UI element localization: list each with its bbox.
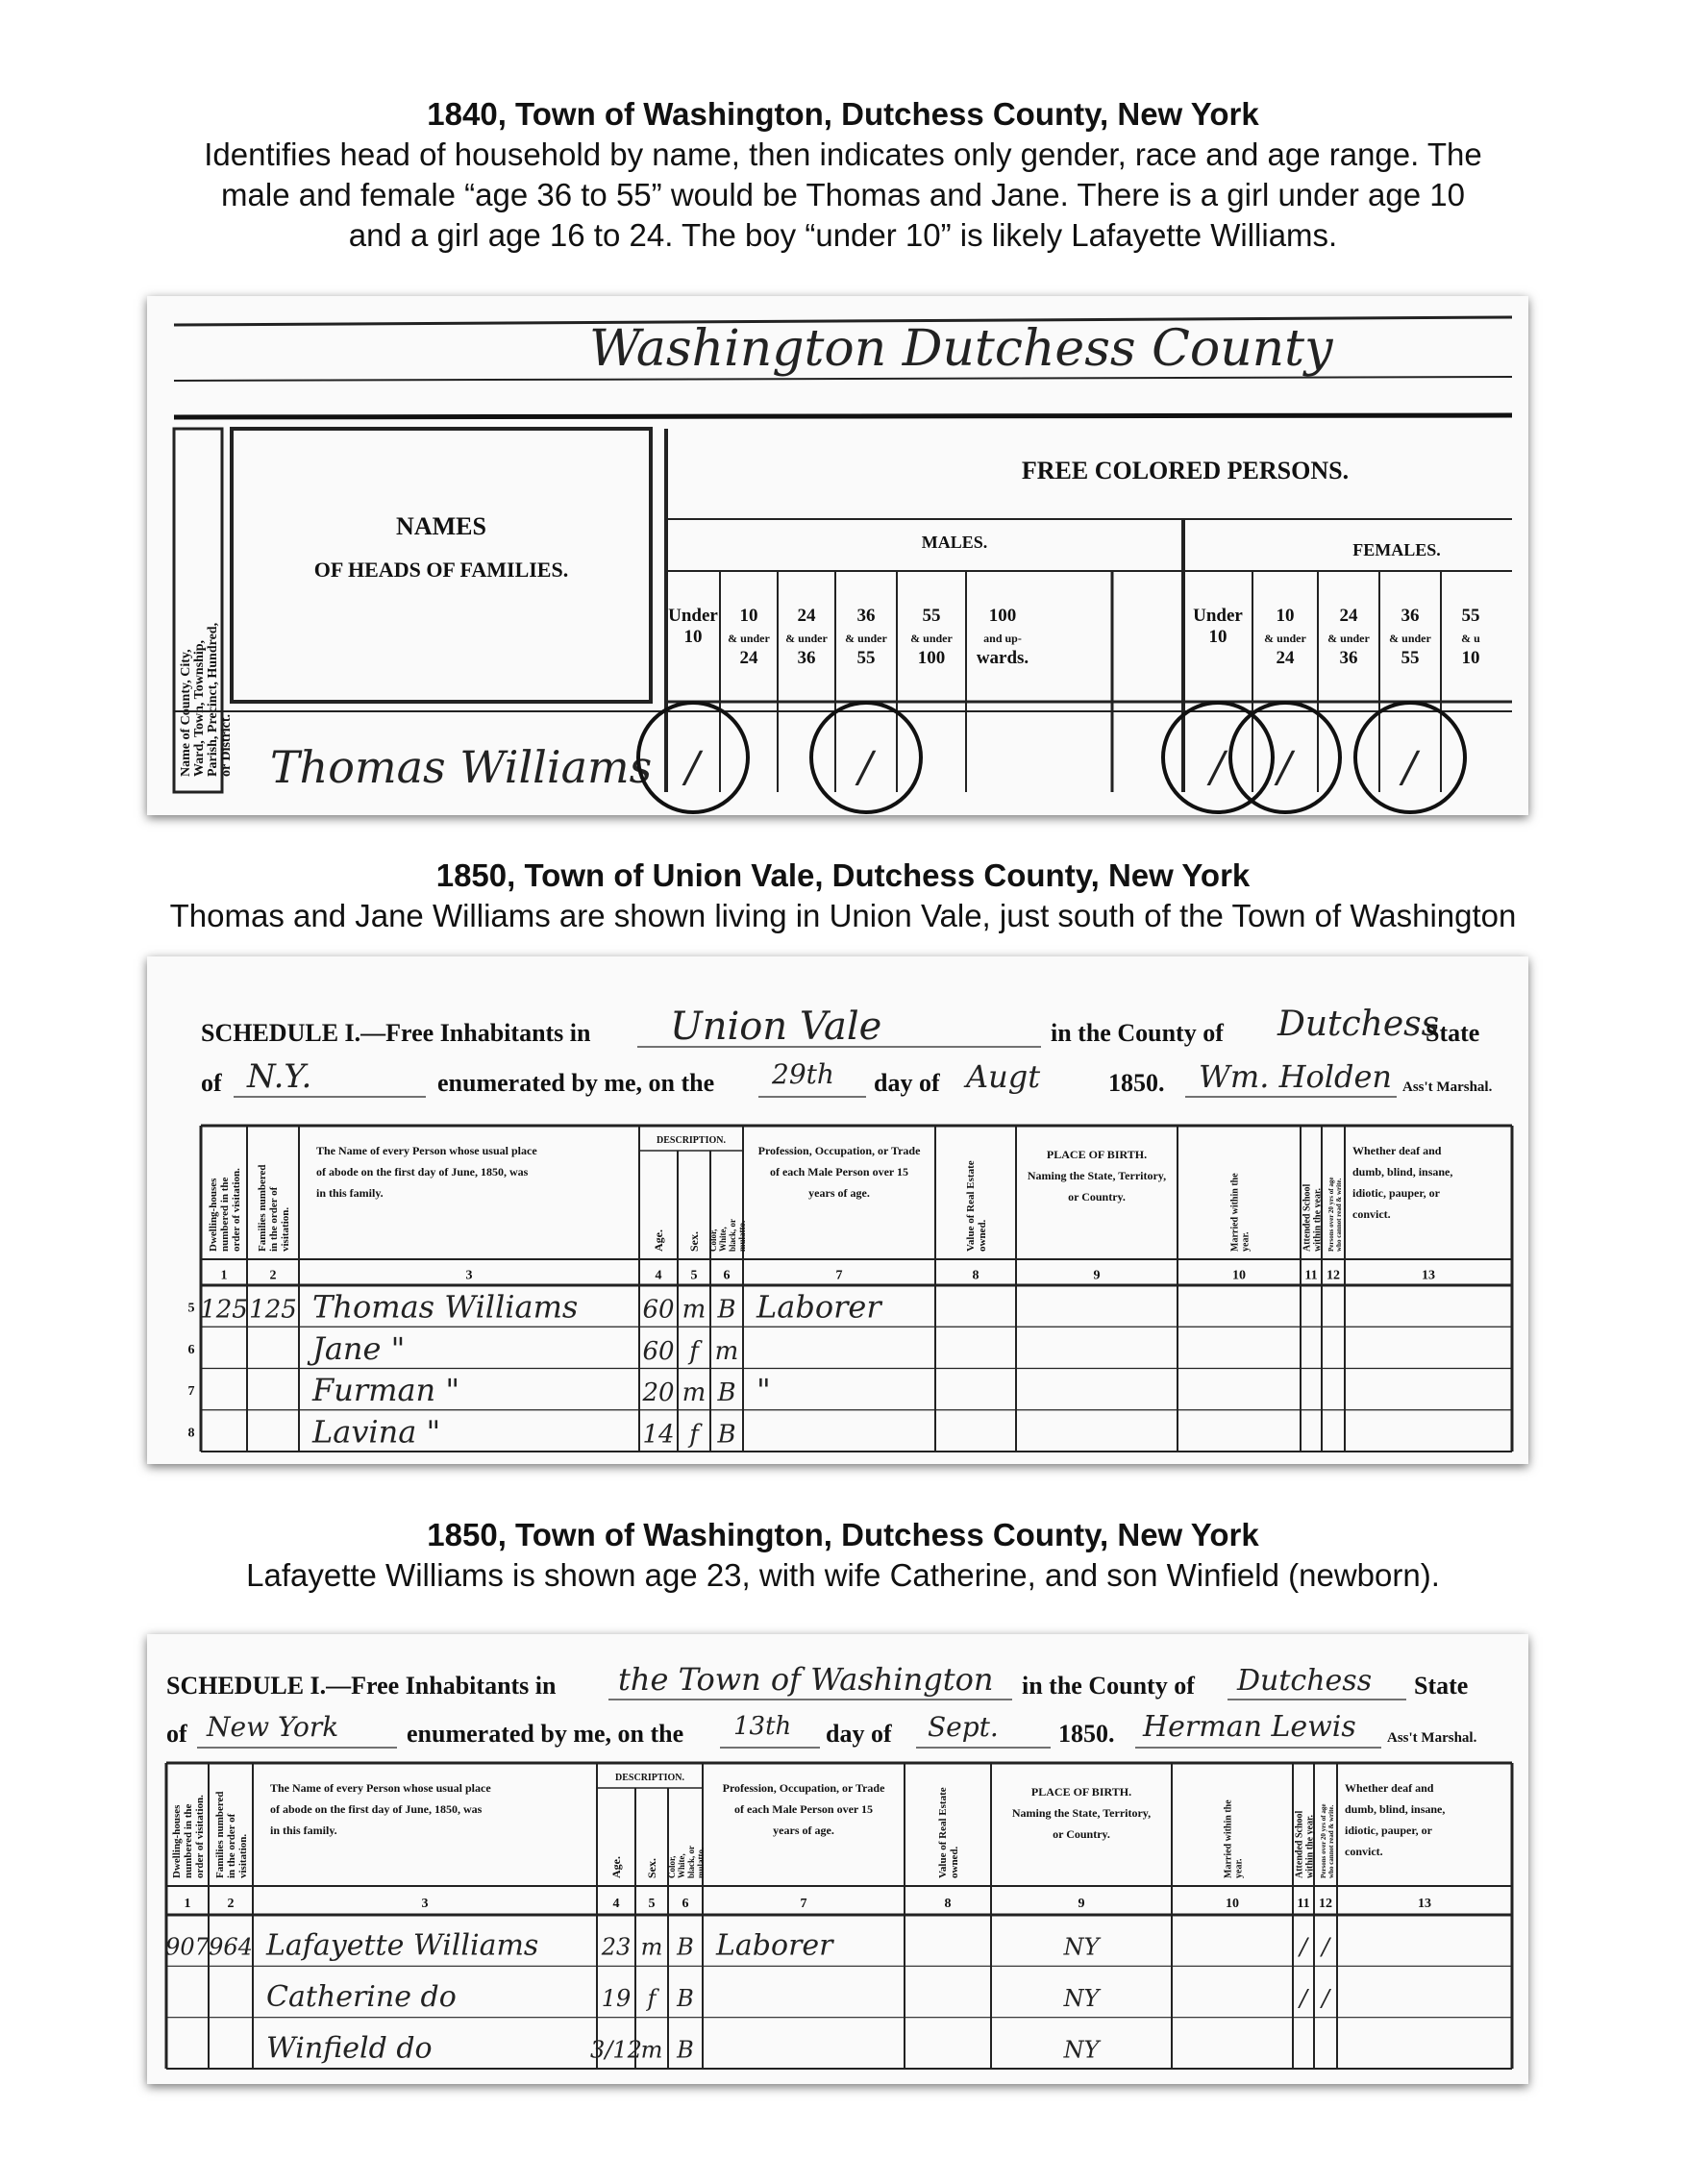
entry-birth: NY — [1063, 1933, 1100, 1961]
rule-line — [174, 415, 1512, 417]
column-number: 9 — [1093, 1268, 1101, 1283]
column-number: 6 — [723, 1268, 731, 1283]
entry-sex: f — [689, 1420, 699, 1450]
column-header-text: idiotic, pauper, or — [1345, 1824, 1432, 1837]
female-column-header: & under — [1389, 632, 1431, 645]
svg-text:within the year.: within the year. — [1312, 1187, 1324, 1252]
male-column-header: & under — [910, 632, 953, 645]
tally-mark: / — [1210, 743, 1225, 792]
svg-text:visitation.: visitation. — [237, 1833, 249, 1878]
female-column-header: 24 — [1276, 648, 1295, 668]
svg-text:Name of County, City,: Name of County, City, — [179, 649, 193, 777]
female-column-header: & under — [1264, 632, 1306, 645]
male-column-header: 24 — [797, 606, 816, 626]
female-column-header: 36 — [1401, 606, 1420, 626]
female-column-header: 10 — [1461, 648, 1480, 668]
schedule-grid — [188, 1126, 1513, 1452]
svg-text:Persons over 20 yrs of age: Persons over 20 yrs of age — [1327, 1177, 1335, 1252]
marshal-name-handwritten: Wm. Holden — [1199, 1058, 1393, 1095]
tally-mark: / — [1277, 743, 1292, 792]
column-header-text: Profession, Occupation, or Trade — [722, 1781, 885, 1795]
svg-text:within the year.: within the year. — [1304, 1814, 1316, 1878]
male-column-header: 24 — [739, 648, 758, 668]
column-number: 6 — [682, 1897, 689, 1911]
rotated-column-header — [1320, 1804, 1335, 1878]
column-number: 13 — [1418, 1897, 1431, 1911]
svg-text:numbered in the: numbered in the — [183, 1803, 194, 1878]
column-number: 8 — [972, 1268, 979, 1283]
caption-1850-union-vale — [0, 856, 1686, 936]
svg-text:black, or: black, or — [728, 1218, 737, 1252]
state-label: State — [1414, 1672, 1469, 1700]
entry-sex: m — [682, 1378, 707, 1408]
column-number: 2 — [227, 1897, 235, 1911]
column-header-text: PLACE OF BIRTH. — [1030, 1785, 1132, 1799]
female-column-header: 24 — [1339, 606, 1358, 626]
svg-text:Color,: Color, — [667, 1855, 677, 1878]
rotated-column-header — [1327, 1178, 1343, 1252]
town-name-handwritten: the Town of Washington — [618, 1661, 994, 1698]
entry-sex: m — [682, 1295, 707, 1325]
svg-text:year.: year. — [1233, 1858, 1245, 1878]
entry-name: Lafayette Williams — [266, 1928, 539, 1963]
column-header-text: Naming the State, Territory, — [1011, 1806, 1152, 1820]
column-header-text: PLACE OF BIRTH. — [1046, 1148, 1148, 1161]
column-number: 12 — [1319, 1897, 1332, 1911]
column-header-text: dumb, blind, insane, — [1345, 1802, 1446, 1816]
entry-dwelling: 907 — [165, 1933, 210, 1961]
svg-text:visitation.: visitation. — [280, 1206, 291, 1252]
column-header-text: convict. — [1345, 1845, 1383, 1858]
svg-text:year.: year. — [1240, 1231, 1252, 1252]
column-number: 2 — [269, 1268, 277, 1283]
entry-sex: m — [640, 2036, 663, 2064]
line-number: 5 — [187, 1301, 195, 1316]
county-label: in the County of — [1022, 1672, 1195, 1700]
county-name-handwritten: Dutchess — [1237, 1664, 1373, 1698]
rotated-column-header — [1230, 1173, 1252, 1252]
census-1850-union-vale-drawing — [147, 956, 1528, 1464]
state-handwritten: N.Y. — [247, 1057, 312, 1096]
entry-color: B — [677, 2036, 694, 2064]
svg-text:Value of Real Estate: Value of Real Estate — [937, 1787, 949, 1878]
handwritten-header: Washington Dutchess County — [589, 320, 1333, 378]
rotated-column-header — [937, 1787, 960, 1878]
column-number: 10 — [1226, 1897, 1239, 1911]
svg-text:White,: White, — [718, 1227, 728, 1252]
svg-text:White,: White, — [677, 1853, 686, 1878]
male-column-header: & under — [845, 632, 887, 645]
male-column-header: 36 — [856, 606, 876, 626]
male-column-header: Under — [668, 606, 718, 626]
svg-text:order of visitation.: order of visitation. — [231, 1168, 242, 1252]
entry-sex: f — [647, 1984, 657, 2012]
females-label: FEMALES. — [1352, 540, 1441, 559]
svg-text:Families numbered: Families numbered — [257, 1164, 268, 1252]
entry-occupation: Laborer — [716, 1928, 833, 1963]
heading-1840: 1840, Town of Washington, Dutchess County, New York — [427, 96, 1259, 132]
entry-occupation: Laborer — [756, 1288, 881, 1326]
svg-text:owned.: owned. — [977, 1219, 988, 1252]
female-column-header: & u — [1461, 632, 1480, 645]
column-header-text: dumb, blind, insane, — [1352, 1165, 1453, 1179]
census-scan-1850-union-vale — [147, 956, 1528, 1464]
entry-color: m — [714, 1336, 739, 1366]
rotated-column-header — [1295, 1810, 1316, 1878]
rotated-column-header — [208, 1168, 242, 1252]
svg-text:Families numbered: Families numbered — [214, 1791, 226, 1878]
female-column-header: Under — [1193, 606, 1243, 626]
line-number: 8 — [187, 1426, 195, 1441]
of-label: of — [166, 1720, 187, 1748]
census-scan-1850-washington — [147, 1634, 1528, 2084]
svg-text:Persons over 20 yrs of age: Persons over 20 yrs of age — [1320, 1803, 1327, 1878]
entry-color: B — [717, 1378, 736, 1408]
age-header — [609, 1856, 623, 1878]
males-label: MALES. — [921, 533, 988, 552]
side-label — [179, 623, 234, 777]
heading-1850-washington: 1850, Town of Washington, Dutchess County, New York — [427, 1517, 1259, 1552]
column-header-text: or Country. — [1068, 1190, 1126, 1204]
svg-text:mulatto.: mulatto. — [737, 1220, 747, 1252]
description-line: Thomas and Jane Williams are shown living in Union Vale, just south of the Town of Washington — [169, 898, 1517, 933]
svg-text:Married within the: Married within the — [1223, 1799, 1234, 1878]
enumerated-label: enumerated by me, on the — [407, 1720, 684, 1748]
svg-text:or District.: or District. — [219, 713, 234, 777]
column-header-text: of each Male Person over 15 — [769, 1165, 909, 1179]
state-label: State — [1426, 1019, 1480, 1047]
day-handwritten: 29th — [772, 1058, 834, 1090]
entry-age: 60 — [642, 1295, 675, 1325]
svg-text:owned.: owned. — [949, 1846, 960, 1878]
column-header-text: in this family. — [270, 1824, 337, 1837]
census-1850-washington-drawing — [147, 1634, 1528, 2084]
schedule-title: SCHEDULE I.—Free Inhabitants in — [166, 1672, 557, 1700]
enumerated-label: enumerated by me, on the — [437, 1069, 715, 1097]
entry-name: Lavina " — [312, 1413, 441, 1451]
year-label: 1850. — [1108, 1069, 1165, 1097]
svg-text:Dwelling-houses: Dwelling-houses — [208, 1178, 219, 1252]
column-number: 13 — [1422, 1268, 1435, 1283]
entry-occupation: " — [756, 1372, 771, 1409]
column-header-text: The Name of every Person whose usual place — [316, 1144, 537, 1157]
marshal-label: Ass't Marshal. — [1402, 1080, 1493, 1095]
entry-color: B — [717, 1420, 736, 1450]
svg-text:Sex.: Sex. — [687, 1231, 701, 1252]
svg-text:numbered in the: numbered in the — [219, 1177, 231, 1252]
entry-age: 19 — [601, 1984, 632, 2012]
male-column-header: 100 — [988, 606, 1017, 626]
column-number: 8 — [944, 1897, 952, 1911]
svg-text:Dwelling-houses: Dwelling-houses — [171, 1804, 183, 1878]
description-line: Lafayette Williams is shown age 23, with wife Catherine, and son Winfield (newborn). — [246, 1557, 1440, 1593]
entry-name: Winfield do — [266, 2031, 433, 2066]
description-line: and a girl age 16 to 24. The boy “under 10” is likely Lafayette Williams. — [348, 217, 1338, 253]
svg-text:Attended School: Attended School — [1302, 1183, 1313, 1252]
age-columns — [668, 571, 1480, 792]
tally-mark: / — [685, 743, 700, 792]
male-column-header: 36 — [797, 648, 816, 668]
female-column-header: 55 — [1461, 606, 1480, 626]
entry-birth: NY — [1063, 1984, 1100, 2012]
entry-age: 23 — [601, 1933, 632, 1961]
column-header-text: or Country. — [1053, 1827, 1110, 1841]
female-column-header: 10 — [1208, 627, 1227, 647]
svg-text:black, or: black, or — [686, 1845, 696, 1878]
column-number: 10 — [1232, 1268, 1246, 1283]
entry-age: 14 — [642, 1420, 675, 1450]
description-label: DESCRIPTION. — [657, 1135, 726, 1146]
column-header-text: Profession, Occupation, or Trade — [757, 1144, 921, 1157]
head-of-family-name: Thomas Williams — [270, 741, 653, 793]
svg-text:Age.: Age. — [609, 1856, 623, 1878]
male-column-header: 55 — [922, 606, 941, 626]
svg-text:in the order of: in the order of — [226, 1813, 237, 1878]
description-line: male and female “age 36 to 55” would be Thomas and Jane. There is a girl under age 10 — [221, 177, 1465, 212]
rotated-column-header — [708, 1219, 747, 1252]
entry-name: Catherine do — [266, 1979, 457, 2014]
heading-1850-union-vale: 1850, Town of Union Vale, Dutchess County, New York — [435, 857, 1251, 893]
description-label: DESCRIPTION. — [615, 1773, 684, 1783]
svg-text:who cannot read & write.: who cannot read & write. — [1335, 1178, 1343, 1252]
column-number: 9 — [1078, 1897, 1085, 1911]
county-name-handwritten: Dutchess — [1277, 1005, 1440, 1044]
male-column-header: 100 — [917, 648, 946, 668]
female-column-header: 10 — [1276, 606, 1295, 626]
female-column-header: 36 — [1339, 648, 1358, 668]
column-header-text: of abode on the first day of June, 1850, was — [270, 1802, 483, 1816]
entry-c11: / — [1299, 1933, 1308, 1961]
schedule-grid — [165, 1763, 1512, 2069]
female-column-header: & under — [1327, 632, 1370, 645]
entry-color: B — [677, 1933, 694, 1961]
svg-text:Color,: Color, — [708, 1228, 718, 1252]
day-of-label: day of — [826, 1720, 892, 1748]
male-column-header: wards. — [976, 648, 1029, 668]
svg-text:Attended School: Attended School — [1294, 1810, 1305, 1878]
male-column-header: & under — [785, 632, 828, 645]
entry-family: 125 — [249, 1295, 297, 1325]
schedule-title: SCHEDULE I.—Free Inhabitants in — [201, 1019, 591, 1047]
column-header-text: Whether deaf and — [1345, 1781, 1434, 1795]
entry-name: Thomas Williams — [312, 1288, 579, 1326]
census-scan-1840 — [147, 296, 1528, 815]
column-number: 3 — [465, 1268, 473, 1283]
line-number: 7 — [187, 1384, 195, 1400]
entry-dwelling: 125 — [200, 1295, 248, 1325]
sex-header — [687, 1231, 701, 1252]
rotated-column-header — [667, 1846, 706, 1878]
description-line: Identifies head of household by name, then indicates only gender, race and age range. The — [204, 136, 1482, 172]
rotated-column-header — [1224, 1799, 1245, 1878]
svg-text:Value of Real Estate: Value of Real Estate — [965, 1160, 977, 1252]
entry-color: B — [677, 1984, 694, 2012]
column-number: 1 — [184, 1897, 191, 1911]
column-header-text: of each Male Person over 15 — [733, 1802, 874, 1816]
column-number: 1 — [220, 1268, 228, 1283]
svg-text:Parish, Precinct, Hundred,: Parish, Precinct, Hundred, — [206, 622, 220, 777]
entry-c12: / — [1321, 1984, 1330, 2012]
column-header-text: idiotic, pauper, or — [1352, 1186, 1440, 1200]
entry-age: 60 — [642, 1336, 675, 1366]
male-column-header: and up- — [983, 632, 1022, 645]
rotated-column-header — [965, 1160, 988, 1252]
male-column-header: 55 — [856, 648, 876, 668]
county-label: in the County of — [1051, 1019, 1224, 1047]
day-of-label: day of — [874, 1069, 940, 1097]
entry-color: B — [717, 1295, 736, 1325]
entry-c11: / — [1299, 1984, 1308, 2012]
entry-sex: m — [640, 1933, 663, 1961]
female-column-header: 55 — [1401, 648, 1420, 668]
svg-text:Sex.: Sex. — [645, 1858, 658, 1878]
column-header-text: years of age. — [773, 1824, 834, 1837]
names-label-2: OF HEADS OF FAMILIES. — [313, 558, 569, 582]
svg-text:mulatto.: mulatto. — [696, 1847, 706, 1878]
svg-text:in the order of: in the order of — [268, 1186, 280, 1252]
tally-marks — [638, 703, 1465, 812]
state-handwritten: New York — [207, 1711, 339, 1743]
entry-name: Jane " — [312, 1329, 406, 1367]
of-label: of — [201, 1069, 222, 1097]
column-number: 5 — [648, 1897, 656, 1911]
age-header — [652, 1229, 665, 1252]
column-header-text: years of age. — [808, 1186, 870, 1200]
column-header-text: in this family. — [316, 1186, 384, 1200]
rotated-column-header — [214, 1791, 249, 1878]
census-1840-drawing — [147, 296, 1528, 815]
svg-text:order of visitation.: order of visitation. — [194, 1795, 206, 1878]
month-handwritten: Sept. — [928, 1711, 999, 1743]
svg-text:Married within the: Married within the — [1229, 1173, 1241, 1252]
column-number: 7 — [835, 1268, 843, 1283]
marshal-name-handwritten: Herman Lewis — [1143, 1710, 1356, 1744]
entry-family: 964 — [209, 1933, 253, 1961]
svg-text:Age.: Age. — [652, 1229, 665, 1252]
column-number: 11 — [1304, 1268, 1318, 1283]
sex-header — [645, 1858, 658, 1878]
entry-sex: f — [689, 1336, 699, 1366]
column-number: 5 — [690, 1268, 698, 1283]
male-column-header: & under — [728, 632, 770, 645]
line-number: 6 — [187, 1342, 195, 1357]
entry-birth: NY — [1063, 2036, 1100, 2064]
tally-mark: / — [858, 743, 873, 792]
tally-mark: / — [1402, 743, 1417, 792]
column-number: 7 — [800, 1897, 807, 1911]
column-header-text: The Name of every Person whose usual place — [270, 1781, 491, 1795]
entry-name: Furman " — [312, 1372, 460, 1409]
marshal-label: Ass't Marshal. — [1387, 1730, 1477, 1746]
rotated-column-header — [1302, 1183, 1324, 1252]
svg-text:who cannot read & write.: who cannot read & write. — [1327, 1804, 1335, 1878]
caption-1840 — [0, 94, 1686, 256]
month-handwritten: Augt — [966, 1058, 1041, 1095]
column-header-text: of abode on the first day of June, 1850, was — [316, 1165, 529, 1179]
column-number: 4 — [655, 1268, 662, 1283]
male-column-header: 10 — [739, 606, 758, 626]
town-name-handwritten: Union Vale — [670, 1005, 882, 1049]
names-label: NAMES — [396, 512, 486, 540]
svg-text:Ward, Town, Township,: Ward, Town, Township, — [192, 639, 207, 777]
column-number: 11 — [1297, 1897, 1310, 1911]
free-colored-persons-label: FREE COLORED PERSONS. — [1021, 457, 1350, 484]
entry-c12: / — [1321, 1933, 1330, 1961]
column-number: 3 — [421, 1897, 429, 1911]
column-header-text: Naming the State, Territory, — [1027, 1169, 1167, 1182]
rotated-column-header — [171, 1795, 206, 1878]
day-handwritten: 13th — [733, 1712, 792, 1741]
column-header-text: Whether deaf and — [1352, 1144, 1442, 1157]
column-number: 4 — [612, 1897, 620, 1911]
caption-1850-washington — [0, 1515, 1686, 1596]
rotated-column-header — [257, 1164, 291, 1252]
column-header-text: convict. — [1352, 1207, 1391, 1221]
entry-age: 20 — [642, 1378, 675, 1408]
year-label: 1850. — [1058, 1720, 1115, 1748]
male-column-header: 10 — [683, 627, 703, 647]
column-number: 12 — [1326, 1268, 1340, 1283]
entry-age: 3/12 — [590, 2036, 642, 2064]
